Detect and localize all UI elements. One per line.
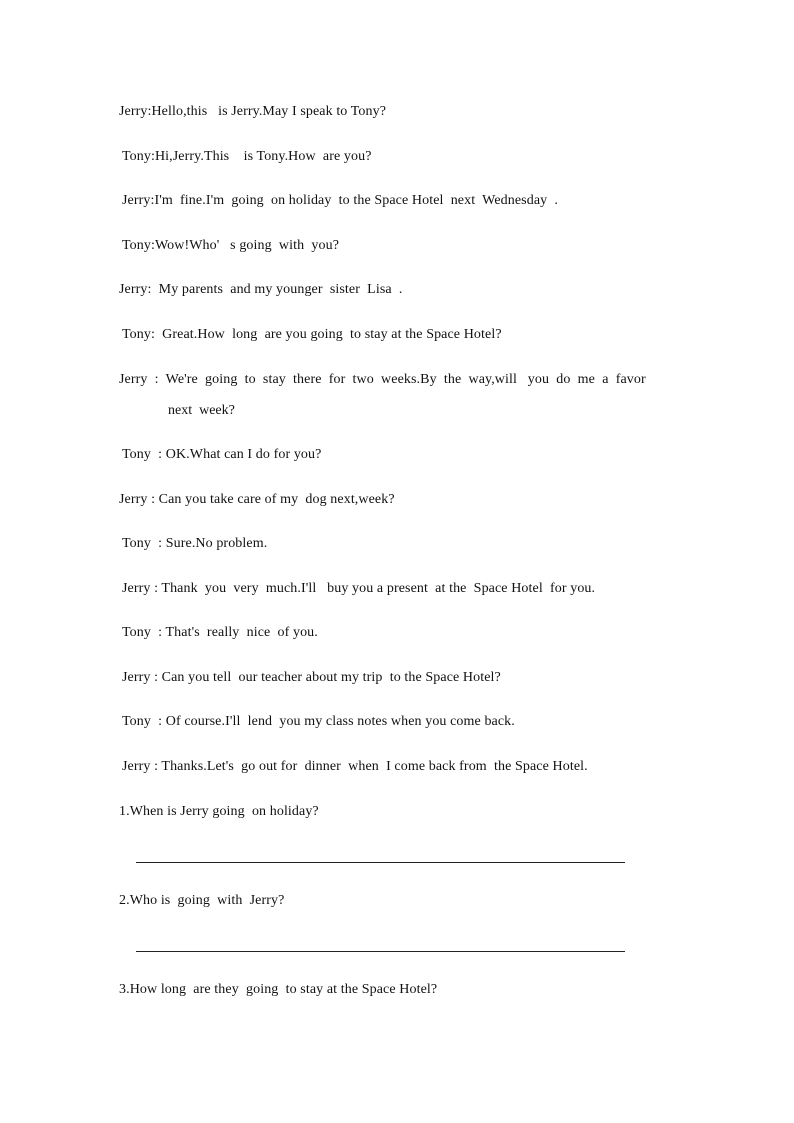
dialogue-line: Jerry:Hello,this is Jerry.May I speak to Tony? — [119, 104, 387, 119]
dialogue-line: Tony : That's really nice of you. — [122, 625, 318, 640]
question-3: 3.How long are they going to stay at the Space Hotel? — [119, 982, 438, 997]
answer-line-1[interactable] — [136, 862, 625, 863]
dialogue-line: Jerry : We're going to stay there for two weeks.By the way,will you do me a favor — [119, 372, 646, 387]
question-1: 1.When is Jerry going on holiday? — [119, 804, 319, 819]
dialogue-line: Jerry: My parents and my younger sister Lisa . — [119, 282, 403, 297]
dialogue-line: Tony : Of course.I'll lend you my class notes when you come back. — [122, 714, 515, 729]
dialogue-line: Jerry : Can you tell our teacher about my trip to the Space Hotel? — [122, 670, 501, 685]
answer-line-2[interactable] — [136, 951, 625, 952]
dialogue-line: Jerry : Can you take care of my dog next,week? — [119, 492, 395, 507]
dialogue-line: Tony : Sure.No problem. — [122, 536, 268, 551]
dialogue-line: Jerry : Thank you very much.I'll buy you a present at the Space Hotel for you. — [122, 581, 596, 596]
dialogue-line: Jerry : Thanks.Let's go out for dinner when I come back from the Space Hotel. — [122, 759, 588, 774]
dialogue-line-continuation: next week? — [168, 403, 235, 418]
dialogue-line: Tony:Hi,Jerry.This is Tony.How are you? — [122, 149, 372, 164]
dialogue-line: Tony: Great.How long are you going to stay at the Space Hotel? — [122, 327, 502, 342]
question-2: 2.Who is going with Jerry? — [119, 893, 285, 908]
dialogue-line: Tony:Wow!Who' s going with you? — [122, 238, 340, 253]
dialogue-line: Tony : OK.What can I do for you? — [122, 447, 322, 462]
dialogue-line: Jerry:I'm fine.I'm going on holiday to the Space Hotel next Wednesday . — [122, 193, 559, 208]
